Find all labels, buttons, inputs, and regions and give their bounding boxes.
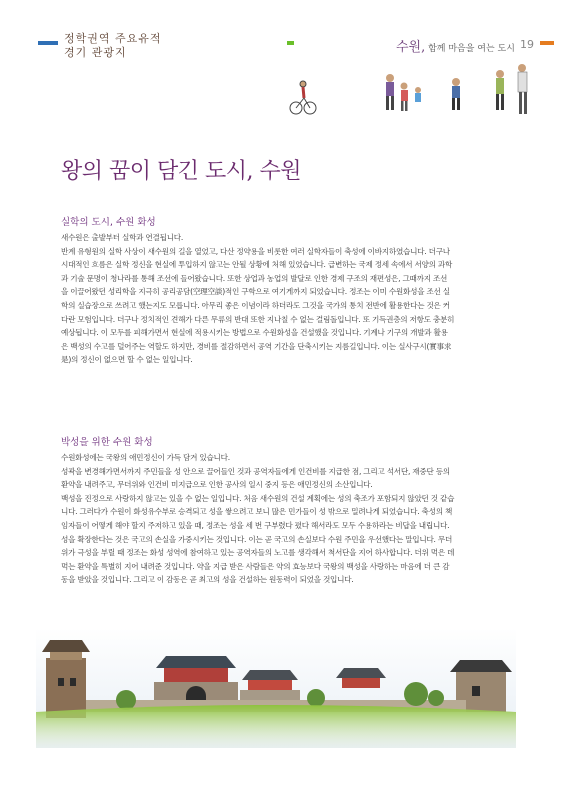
running-header-subtitle: 함께 마음을 여는 도시	[425, 44, 515, 54]
paragraph-line: 성곽을 변경해가면서까지 주민들을 성 안으로 끌어들인 것과 공역자들에게 인건비를 지급한 점, 그리고 석서단, 재중단 등의	[61, 466, 450, 476]
hwaseong-fortress-collage	[36, 628, 516, 748]
paragraph-line: 다란 모험입니다. 더구나 정치적인 견해가 다른 무류의 반대 또한 지나칠 수 없는 걸림돌입니다. 또 기득권층의 저항도 충분히	[61, 314, 455, 324]
people-illustration	[286, 60, 554, 128]
paragraph-line: 백성을 진정으로 사랑하지 않고는 있을 수 없는 일입니다. 처음 새수원의 건설 계획에는 성의 축조가 포함되지 않았던 것 같습	[61, 493, 455, 503]
family-group	[386, 74, 460, 111]
paragraph-line: 학의 실습장으로 쓰려고 했는지도 모릅니다. 아무리 좋은 이념이라 하더라도 그것을 국가의 통치 전반에 활용한다는 것은 커	[61, 300, 450, 310]
paragraph-line: 위가 극성을 부릴 때 정조는 화성 성역에 참여하고 있는 공역자들의 노고를 생각해서 척서단을 지어 하사합니다. 더위 먹은 데	[61, 548, 455, 558]
handwritten-section-title: 정학권역 주요유적 경기 관광지	[64, 32, 162, 59]
paragraph-line: 동을 받았을 것입니다. 그리고 이 감동은 곧 최고의 성을 건설하는 원동력이 되었을 것입니다.	[61, 575, 354, 585]
paragraph-line: 새수원은 출발부터 실학과 연결됩니다.	[61, 233, 184, 242]
header-accent-bar-blue	[38, 41, 58, 45]
small-pavilion-right	[336, 668, 386, 688]
paragraph-line: 시대적인 흐름은 실학 정신을 현실에 투입하지 않고는 안될 상황에 처해 있었습니다. 급변하는 국제 정세 속에서 서양의 과학	[61, 260, 453, 270]
left-watchtower	[42, 640, 90, 718]
running-header	[396, 36, 515, 55]
page-number: 19	[520, 38, 534, 51]
paragraph-line: 환약을 내려주고, 무더위와 인건비 미지급으로 인한 공사의 일시 중지 등은 애민정신의 소산입니다.	[61, 480, 373, 490]
paragraph-line: 먹는 환약을 특별히 지어 내려준 것입니다. 약을 지급 받은 사람들은 약의 효능보다 국왕의 백성을 사랑하는 마음에 더 큰 감	[61, 561, 450, 571]
page-title: 왕의 꿈이 담긴 도시, 수원	[61, 159, 301, 184]
header-accent-bar-orange	[540, 41, 554, 45]
grass-field	[36, 705, 516, 748]
section-body-silhak	[61, 231, 547, 367]
paragraph-line: 은 백성의 수고를 덜어주는 역할도 하지만, 경비를 절감하면서 공역 기간을 단축시키는 지름길입니다. 이는 실사구시(實事求	[61, 341, 452, 351]
section-body-baekseong	[61, 451, 547, 587]
paragraph-line: 수원화성에는 국왕의 애민정신이 가득 담겨 있습니다.	[61, 453, 230, 462]
walkers-group	[496, 64, 527, 114]
header-accent-bar-green	[287, 41, 294, 45]
paragraph-line: 성을 확장한다는 것은 국고의 손실을 가중시키는 것입니다. 이는 곧 국고의 손실보다 수원 주민을 우선했다는 말입니다. 무더	[61, 534, 453, 544]
section-heading-baekseong: 박성을 위한 수원 화성	[61, 437, 153, 448]
paragraph-line: 과 기술 문명이 청나라를 통해 조선에 들어왔습니다. 또한 상업과 농업의 발달로 인한 경제 구조의 재편성은, 그때까지 조선	[61, 273, 448, 283]
paragraph-line: 임자들이 어떻게 해야 할지 주저하고 있을 때, 정조는 성을 세 번 구부렸다 폈다 해서라도 모두 수용하라는 비답을 내립니다.	[61, 520, 450, 530]
paragraph-line: 을 이끌어왔던 성리학을 지극히 공리공담(空理空談)적인 구학으로 여기게까지 되었습니다. 정조는 이미 수원화성을 조선 실	[61, 287, 450, 297]
running-header-title: 수원,	[396, 40, 426, 55]
cyclist-figure	[290, 81, 316, 114]
section-heading-silhak: 실학의 도시, 수원 화성	[61, 217, 156, 228]
paragraph-line: 是)의 정신이 없으면 할 수 없는 일입니다.	[61, 355, 193, 365]
paragraph-line: 예상됩니다. 이 모두를 피해가면서 현실에 적용시키는 방법으로 수원화성을 건설했을 것입니다. 기계나 기구의 개발과 활용	[61, 328, 448, 338]
paragraph-line: 니다. 그러다가 수원이 화성유수부로 승격되고 성을 쌓으려고 보니 많은 민가들이 성 밖으로 밀려나게 되었습니다. 축성의 책	[61, 507, 453, 517]
paragraph-line: 반계 유형원의 실학 사상이 새수원의 길을 열었고, 다산 정약용을 비롯한 여러 실학자들이 축성에 이바지하였습니다. 더구나	[61, 246, 450, 256]
